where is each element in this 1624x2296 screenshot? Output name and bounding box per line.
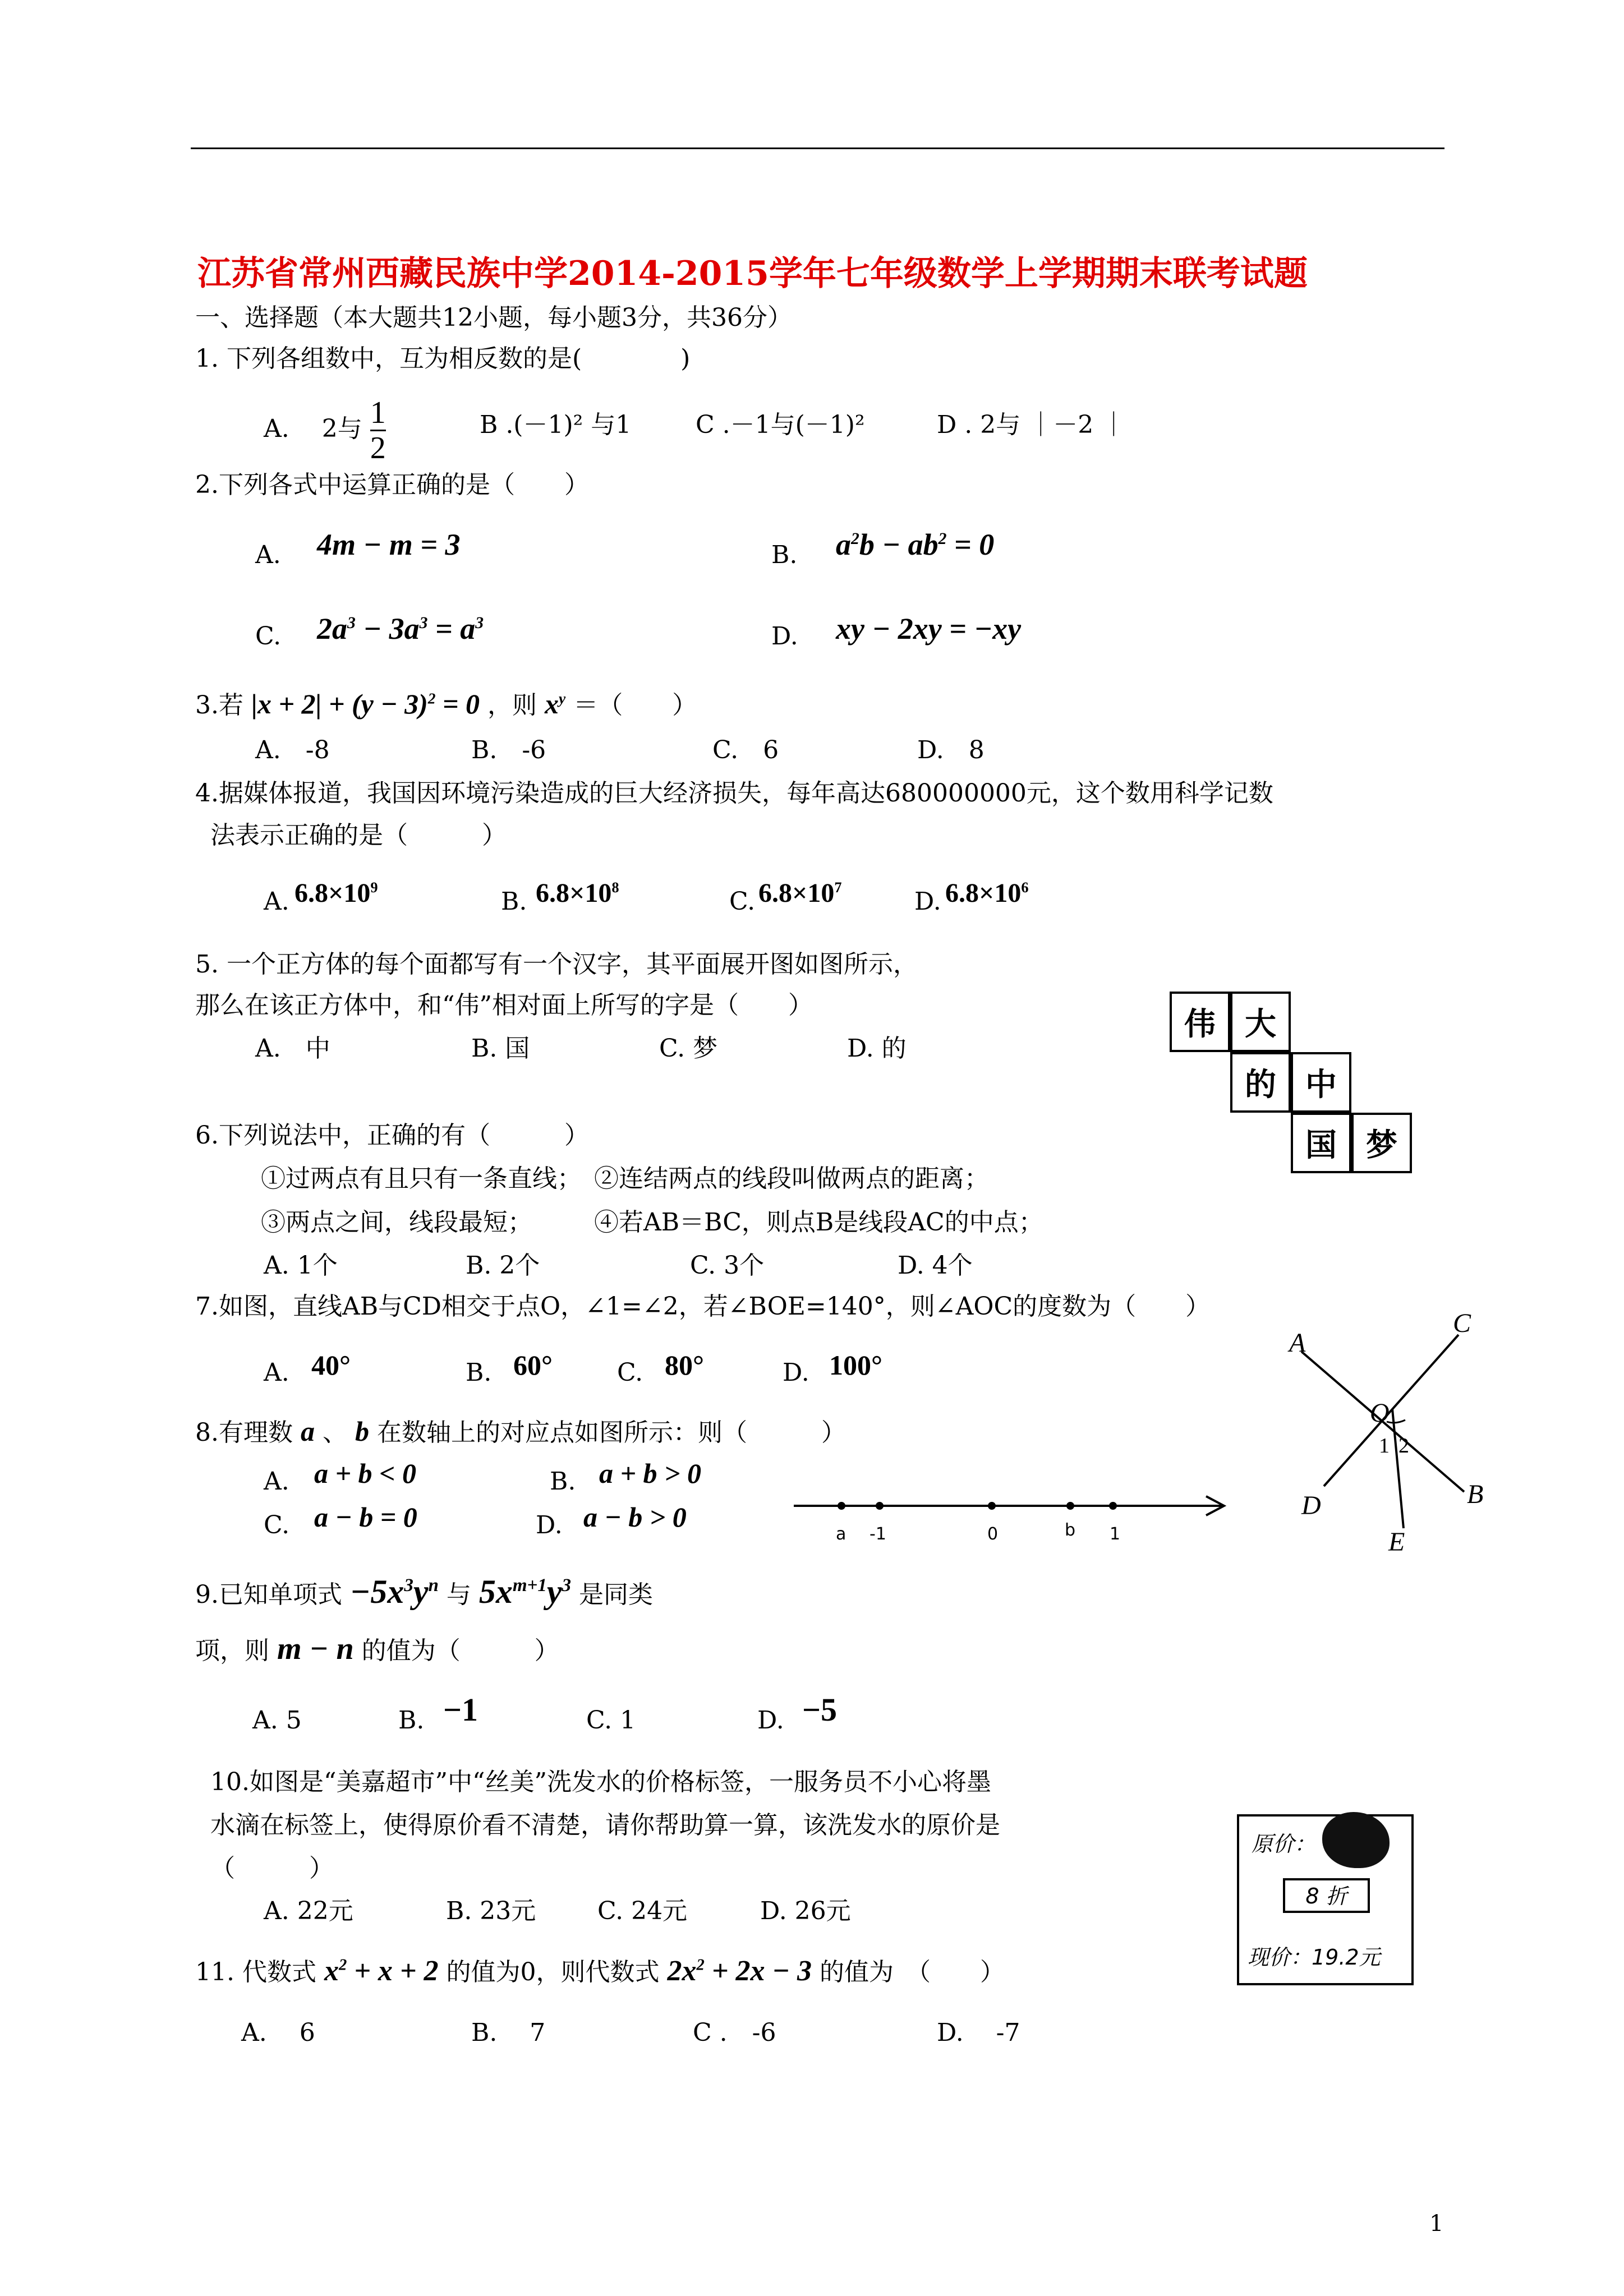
q7-option-a-value: 40° <box>311 1349 351 1381</box>
q6-option-c: C. 3个 <box>690 1251 765 1280</box>
q1-option-b: B .(－1)² 与1 <box>480 411 632 439</box>
q5-option-b: B. 国 <box>471 1034 530 1063</box>
cube-face-wei: 伟 <box>1170 992 1230 1052</box>
q7-option-c-label: C. <box>617 1358 643 1387</box>
q6-option-d: D. 4个 <box>898 1251 973 1280</box>
label-o: O <box>1370 1398 1390 1428</box>
q7-option-d-value: 100° <box>829 1349 882 1381</box>
q2-stem: 2.下列各式中运算正确的是（ ） <box>195 471 589 499</box>
page-number: 1 <box>1429 2211 1444 2237</box>
q9-option-d-label: D. <box>757 1706 784 1735</box>
q3-option-b: B. -6 <box>471 736 546 764</box>
point-1 <box>1109 1502 1117 1510</box>
q11-expression-1: $x^2 + x + 2$ <box>324 1955 439 1987</box>
q7-option-c-value: 80° <box>665 1349 704 1381</box>
label-a: A <box>1289 1328 1306 1358</box>
q6-statement-3-4: ③两点之间，线段最短； ④若AB＝BC，则点B是线段AC的中点； <box>261 1208 1043 1237</box>
q10-option-b: B. 23元 <box>446 1897 536 1925</box>
cube-face-de: 的 <box>1230 1052 1291 1113</box>
q1-fraction <box>370 396 386 465</box>
q9-expression: m − n <box>277 1631 354 1666</box>
q8-stem-post: 在数轴上的对应点如图所示：则（ ） <box>376 1418 846 1447</box>
q4-option-a-formula: $6.8\times 10^9$ <box>295 878 378 908</box>
point-minus-1 <box>876 1502 884 1510</box>
q11-mid: 的值为0，则代数式 <box>446 1958 660 1986</box>
q3-stem-mid: ，则 <box>487 691 537 720</box>
q9-option-b-value: −1 <box>443 1691 479 1728</box>
angle-arc <box>1387 1420 1405 1423</box>
q3-stem <box>195 687 697 722</box>
q3-option-d: D. 8 <box>917 736 984 764</box>
q8-number-line <box>785 1481 1234 1542</box>
label-1: 1 <box>1379 1434 1390 1458</box>
q8-option-b-label: B. <box>550 1467 576 1496</box>
q10-line3: （ ） <box>210 1854 334 1883</box>
q4-option-d-formula: $6.8\times 10^6$ <box>945 878 1029 908</box>
tick-label-1: 1 <box>1110 1524 1121 1542</box>
q6-statement-1-2: ①过两点有且只有一条直线； ②连结两点的线段叫做两点的距离； <box>261 1164 989 1193</box>
q10-option-c: C. 24元 <box>597 1897 688 1925</box>
cube-face-meng: 梦 <box>1351 1113 1412 1173</box>
q3-option-c: C. 6 <box>712 736 779 764</box>
q3-option-a: A. -8 <box>255 736 330 764</box>
point-a <box>838 1502 845 1510</box>
q1-fraction-numerator: 1 <box>370 395 386 430</box>
q6-option-b: B. 2个 <box>466 1251 540 1280</box>
cube-face-zhong: 中 <box>1291 1052 1351 1113</box>
q9-line1 <box>195 1575 653 1612</box>
cube-face-guo: 国 <box>1291 1113 1351 1173</box>
q4-option-c-formula: $6.8\times 10^7$ <box>758 878 842 908</box>
q11-expression-2: $2x^2 + 2x - 3$ <box>667 1955 812 1987</box>
price-tag-original-label: 原价： <box>1252 1832 1316 1856</box>
q9-option-b-label: B. <box>398 1706 425 1735</box>
q9-post: 是同类 <box>578 1580 653 1609</box>
q8-var-b: b <box>355 1416 369 1447</box>
q8-stem <box>195 1414 846 1450</box>
q5-option-a: A. 中 <box>255 1034 330 1063</box>
tick-label-b: b <box>1065 1520 1076 1540</box>
q8-var-a: a <box>300 1416 315 1447</box>
q9-option-c: C. 1 <box>586 1706 636 1735</box>
q2-option-d-label: D. <box>771 622 798 651</box>
q1-option-c: C .－1与(－1)² <box>696 411 865 439</box>
q5-line2: 那么在该正方体中，和“伟”相对面上所写的字是（ ） <box>195 991 813 1020</box>
q3-stem-pre: 3.若 <box>195 691 243 720</box>
q11-stem <box>195 1954 1005 1989</box>
q4-option-b-formula: $6.8\times 10^8$ <box>536 878 619 908</box>
q5-option-c: C. 梦 <box>659 1034 718 1063</box>
q9-option-d-value: −5 <box>802 1691 838 1728</box>
q2-option-b-formula: $a^2b - ab^2 = 0$ <box>836 528 995 561</box>
label-2: 2 <box>1398 1434 1409 1458</box>
tick-label-0: 0 <box>987 1524 999 1542</box>
q7-stem: 7.如图，直线AB与CD相交于点O，∠1=∠2，若∠BOE=140°，则∠AOC的度数为（ ） <box>195 1292 1211 1321</box>
q11-option-c: C . -6 <box>693 2018 776 2047</box>
point-0 <box>988 1502 996 1510</box>
q8-stem-pre: 8.有理数 <box>195 1418 293 1447</box>
q2-option-b-label: B. <box>771 541 798 569</box>
q9-monomial-1: $-5x^3y^n$ <box>349 1573 439 1610</box>
q4-line1: 4.据媒体报道，我国因环境污染造成的巨大经济损失，每年高达680000000元，这个数用科学记数 <box>195 779 1273 808</box>
q2-option-a-formula: 4m − m = 3 <box>317 528 461 561</box>
q11-option-d: D. -7 <box>937 2018 1020 2047</box>
q3-condition-formula: $|x + 2| + (y - 3)^2 = 0$ <box>251 688 480 720</box>
ray-oe <box>1392 1409 1404 1528</box>
q4-option-c-label: C. <box>729 887 756 916</box>
q8-option-a-label: A. <box>264 1467 289 1496</box>
q4-option-b-label: B. <box>501 887 527 916</box>
point-b <box>1066 1502 1074 1510</box>
q9-line2 <box>195 1632 559 1668</box>
q9-line2-post: 的值为（ ） <box>361 1636 559 1665</box>
q11-option-a: A. 6 <box>241 2018 315 2047</box>
q8-option-c-formula: a − b = 0 <box>314 1501 417 1533</box>
header-rule <box>191 147 1444 149</box>
q7-option-b-value: 60° <box>513 1349 553 1381</box>
q5-line1: 5. 一个正方体的每个面都写有一个汉字，其平面展开图如图所示， <box>195 950 918 979</box>
q10-line2: 水滴在标签上，使得原价看不清楚，请你帮助算一算，该洗发水的原价是 <box>210 1811 1000 1839</box>
q10-option-a: A. 22元 <box>264 1897 353 1925</box>
q3-stem-post: ＝（ ） <box>573 691 697 720</box>
ink-blot <box>1322 1812 1390 1868</box>
q4-line2: 法表示正确的是（ ） <box>210 821 507 850</box>
q1-option-a-text: A. 2与 <box>264 414 362 443</box>
q8-option-b-formula: a + b > 0 <box>599 1458 701 1489</box>
label-c: C <box>1453 1312 1471 1338</box>
q9-line2-pre: 项，则 <box>195 1636 269 1665</box>
section-heading: 一、选择题（本大题共12小题，每小题3分，共36分） <box>195 303 792 332</box>
q9-monomial-2: $5x^{m+1}y^3$ <box>479 1573 571 1610</box>
q8-option-d-formula: a − b > 0 <box>583 1501 687 1533</box>
q7-option-b-label: B. <box>466 1358 492 1387</box>
q9-pre: 9.已知单项式 <box>195 1580 342 1609</box>
q1-stem: 1. 下列各组数中，互为相反数的是( ) <box>195 344 691 373</box>
q8-option-c-label: C. <box>264 1511 290 1539</box>
q11-pre: 11. 代数式 <box>195 1958 316 1986</box>
q7-option-a-label: A. <box>264 1358 289 1387</box>
page-title: 江苏省常州西藏民族中学2014-2015学年七年级数学上学期期末联考试题 <box>197 254 1308 293</box>
q2-option-a-label: A. <box>255 541 281 569</box>
q10-option-d: D. 26元 <box>760 1897 851 1925</box>
q11-post: 的值为 （ ） <box>819 1958 1005 1986</box>
q1-option-d: D . 2与 ｜－2 ｜ <box>937 411 1126 439</box>
line-cd <box>1324 1335 1459 1486</box>
q2-option-c-formula: $2a^3 - 3a^3 = a^3$ <box>317 612 484 646</box>
q4-option-d-label: D. <box>914 887 941 916</box>
price-tag-discount-box: 8 折 <box>1283 1878 1370 1913</box>
q7-option-d-label: D. <box>783 1358 809 1387</box>
label-d: D <box>1301 1491 1321 1520</box>
q6-stem: 6.下列说法中，正确的有（ ） <box>195 1121 589 1150</box>
q1-fraction-denominator: 2 <box>370 431 386 465</box>
q5-option-d: D. 的 <box>847 1034 907 1063</box>
cube-face-da: 大 <box>1230 992 1291 1052</box>
q11-option-b: B. 7 <box>471 2018 546 2047</box>
q7-angle-figure <box>1268 1312 1503 1565</box>
q4-option-a-label: A. <box>264 887 289 916</box>
q2-option-d-formula: xy − 2xy = −xy <box>836 612 1022 646</box>
tick-label-a: a <box>836 1524 846 1542</box>
label-e: E <box>1388 1527 1405 1557</box>
q8-option-d-label: D. <box>536 1511 563 1539</box>
label-b: B <box>1467 1479 1484 1509</box>
q8-option-a-formula: a + b < 0 <box>314 1458 416 1489</box>
q10-line1: 10.如图是“美嘉超市”中“丝美”洗发水的价格标签，一服务员不小心将墨 <box>210 1768 991 1796</box>
q1-option-a <box>264 396 386 465</box>
q9-option-a: A. 5 <box>252 1706 302 1735</box>
q8-stem-mid: 、 <box>322 1418 347 1447</box>
price-tag-current-price: 现价：19.2元 <box>1248 1945 1381 1970</box>
q6-option-a: A. 1个 <box>264 1251 338 1280</box>
price-tag-figure <box>1237 1814 1414 1985</box>
q9-mid: 与 <box>446 1580 471 1609</box>
q3-power-formula: $x^y$ <box>545 688 566 720</box>
q2-option-c-label: C. <box>255 622 282 651</box>
tick-label-minus-1: -1 <box>869 1524 886 1542</box>
